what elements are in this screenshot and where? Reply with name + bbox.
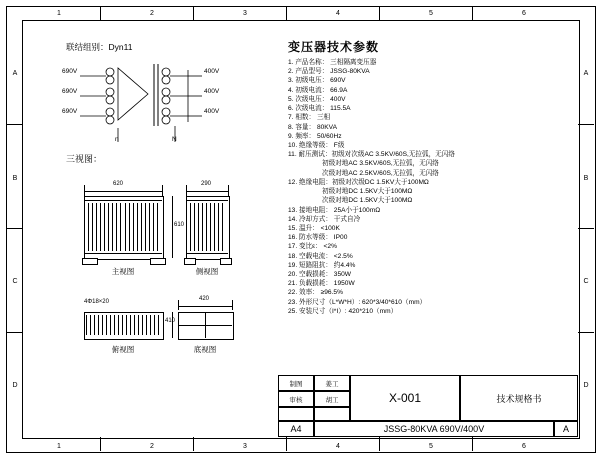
zone-row-d-right: D — [583, 382, 589, 389]
title-block-model-line: JSSG-80KVA 690V/400V — [314, 421, 554, 437]
bottom-width-dim-text: 420 — [199, 296, 210, 302]
zone-col-6-top: 6 — [522, 10, 526, 17]
front-width-dimline — [84, 191, 162, 192]
zone-col-3-bottom: 3 — [243, 443, 247, 450]
spec-item: 16. 防水等级： IP00 — [288, 234, 348, 242]
zone-row-b-left: B — [12, 175, 18, 182]
title-block-drawing-no: X-001 — [350, 375, 460, 421]
primary-terminal-2: 690V — [62, 88, 78, 95]
spec-item: 13. 接地电阻： 25A小于100mΩ — [288, 206, 381, 214]
spec-item: 9. 频率： 50/60Hz — [288, 132, 342, 140]
spec-title: 变压器技术参数 — [288, 40, 380, 54]
title-block-size-label: A4 — [278, 421, 314, 437]
frame-tick — [193, 437, 194, 451]
spec-item: 17. 变比ε： <2% — [288, 243, 337, 251]
spec-item: 18. 空载电流： <2.5% — [288, 252, 353, 260]
side-view-core-hatch — [190, 203, 224, 251]
spec-item: 初级对地AC 3.5KV/60S,无拉弧，无闪络 — [322, 160, 439, 168]
zone-col-5-bottom: 5 — [429, 443, 433, 450]
front-view-top-bar — [84, 200, 162, 201]
spec-item: 次级对地DC 1.5KV大于100MΩ — [322, 197, 413, 205]
frame-tick — [6, 332, 22, 333]
title-block-blank-2 — [314, 407, 350, 421]
spec-item: 25. 安装尺寸（I*I）: 420*210（mm） — [288, 307, 398, 315]
front-view-bottom-bar — [84, 253, 162, 254]
side-view-top-bar — [186, 200, 228, 201]
frame-tick — [472, 6, 473, 20]
frame-tick — [193, 6, 194, 20]
frame-tick — [100, 6, 101, 20]
spec-item: 11. 耐压测试：初级对次级AC 3.5KV/60S,无拉弧，无闪络 — [288, 151, 455, 159]
front-view-name: 主视图 — [111, 267, 135, 276]
front-view-core-hatch — [88, 203, 121, 251]
spec-item: 23. 外形尺寸（L*W*H）: 620*3/40*610（mm） — [288, 298, 427, 306]
frame-tick — [286, 437, 287, 451]
bottom-height-dim-text: 410 — [165, 318, 176, 324]
zone-col-2-top: 2 — [150, 10, 154, 17]
neutral-label-N: N — [172, 136, 177, 143]
zone-row-a-right: A — [583, 70, 589, 77]
spec-item: 10. 绝缘等级： F级 — [288, 141, 345, 149]
zone-col-3-top: 3 — [243, 10, 247, 17]
primary-terminal-1: 690V — [62, 68, 78, 75]
spec-item: 8. 容量： 80KVA — [288, 123, 337, 131]
side-view-foot-left — [184, 258, 196, 265]
spec-item: 4. 初级电流： 66.9A — [288, 86, 348, 94]
zone-row-c-right: C — [583, 278, 589, 285]
zone-row-c-left: C — [12, 278, 18, 285]
front-height-dimline — [172, 196, 173, 258]
zone-col-1-bottom: 1 — [57, 443, 61, 450]
neutral-label-n: n — [115, 136, 119, 143]
spec-item: 15. 温升： <100K — [288, 224, 340, 232]
bottom-view-center-h — [178, 325, 232, 326]
title-block-check-value: 胡工 — [314, 391, 350, 407]
spec-item: 19. 短路阻抗： 约4.4% — [288, 261, 356, 269]
zone-row-b-right: B — [583, 175, 589, 182]
secondary-terminal-2: 400V — [204, 88, 220, 95]
frame-tick — [379, 6, 380, 20]
side-view-name: 侧视图 — [195, 267, 219, 276]
zone-col-5-top: 5 — [429, 10, 433, 17]
frame-tick — [6, 228, 22, 229]
frame-tick — [578, 332, 594, 333]
title-block-blank-1 — [278, 407, 314, 421]
spec-item: 14. 冷却方式： 干式自冷 — [288, 215, 361, 223]
frame-tick — [286, 6, 287, 20]
title-block-design-value: 姜工 — [314, 375, 350, 391]
spec-item: 5. 次级电压： 400V — [288, 95, 346, 103]
bottom-view-outline — [178, 312, 234, 340]
spec-list — [288, 58, 578, 316]
side-width-dim-text: 290 — [201, 181, 212, 187]
title-block-check-label: 审核 — [278, 391, 314, 407]
spec-item: 12. 绝缘电阻：初级对次级DC 1.5KV大于100MΩ — [288, 178, 429, 186]
title-block-design-label: 制图 — [278, 375, 314, 391]
left-view-name: 俯视图 — [111, 345, 135, 354]
connection-group-label: 联结组别：Dyn11 — [66, 42, 133, 52]
spec-item: 21. 负载损耗： 1950W — [288, 280, 355, 288]
zone-col-1-top: 1 — [57, 10, 61, 17]
secondary-terminal-3: 400V — [204, 108, 220, 115]
frame-tick — [472, 437, 473, 451]
bottom-view-name: 底视图 — [193, 345, 217, 354]
zone-row-d-left: D — [12, 382, 18, 389]
primary-terminal-3: 690V — [62, 108, 78, 115]
front-view-foot-left — [82, 258, 98, 265]
spec-item: 22. 效率： ≥96.5% — [288, 289, 343, 297]
bottom-dim-left-ext — [178, 300, 179, 310]
secondary-terminal-1: 400V — [204, 68, 220, 75]
spec-item: 20. 空载损耗： 350W — [288, 271, 352, 279]
zone-col-4-bottom: 4 — [336, 443, 340, 450]
front-height-dim-text: 610 — [174, 222, 185, 228]
spec-item: 1. 产品名称： 三相隔离变压器 — [288, 59, 377, 66]
bottom-height-dimline — [172, 312, 173, 338]
left-view-hatch — [86, 315, 160, 335]
bottom-dim-right-ext — [232, 300, 233, 310]
front-width-dim-text: 620 — [113, 181, 124, 187]
frame-tick — [6, 124, 22, 125]
three-view-section-title: 三视图： — [66, 154, 103, 164]
bottom-width-dimline — [178, 306, 232, 307]
zone-col-6-bottom: 6 — [522, 443, 526, 450]
spec-item: 7. 相数： 三相 — [288, 114, 331, 122]
spec-item: 2. 产品型号： JSSG-80KVA — [288, 68, 370, 76]
frame-tick — [578, 228, 594, 229]
side-view-foot-right — [220, 258, 232, 265]
zone-col-2-bottom: 2 — [150, 443, 154, 450]
title-block-rev: A — [554, 421, 578, 437]
transformer-schematic — [62, 62, 252, 152]
side-width-dimline — [186, 191, 228, 192]
spec-item: 3. 初级电压： 690V — [288, 77, 346, 85]
frame-tick — [578, 124, 594, 125]
spec-item: 次级对地AC 2.5KV/60S,无拉弧，无闪络 — [322, 169, 439, 177]
side-view-bottom-bar — [186, 253, 228, 254]
front-view-foot-right — [150, 258, 166, 265]
title-block-doc-type: 技术规格书 — [460, 375, 578, 421]
front-view-core-hatch — [125, 203, 158, 251]
spec-item: 6. 次级电流： 115.5A — [288, 105, 351, 113]
spec-item: 初级对地DC 1.5KV大于100MΩ — [322, 188, 413, 196]
zone-row-a-left: A — [12, 70, 18, 77]
left-view-hole-note: 4Φ18×20 — [84, 299, 109, 305]
frame-tick — [379, 437, 380, 451]
frame-tick — [100, 437, 101, 451]
zone-col-4-top: 4 — [336, 10, 340, 17]
